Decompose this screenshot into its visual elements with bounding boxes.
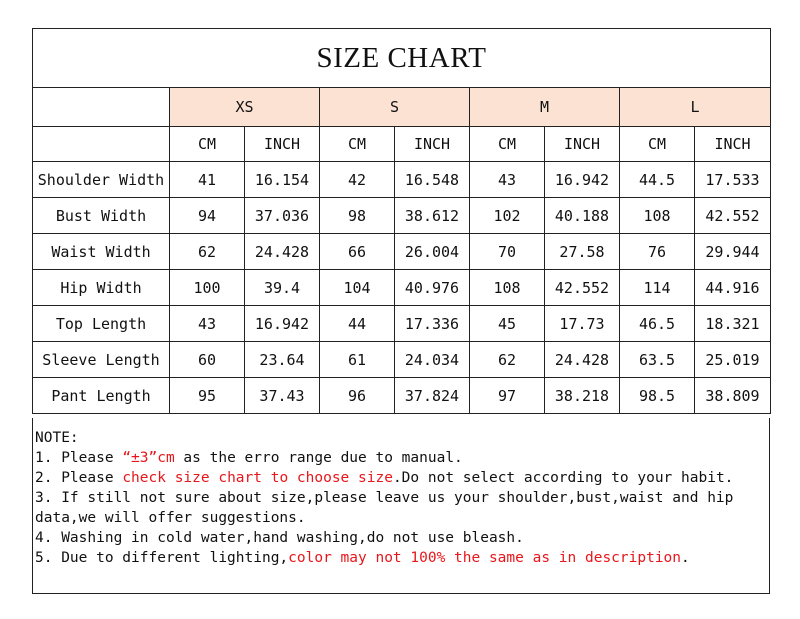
- row-label: Hip Width: [33, 270, 170, 306]
- notes-box: [32, 418, 770, 594]
- table-cell: 42: [320, 162, 395, 198]
- row-label: Shoulder Width: [33, 162, 170, 198]
- table-cell: 42.552: [695, 198, 771, 234]
- table-cell: 45: [470, 306, 545, 342]
- chart-title: SIZE CHART: [33, 29, 771, 88]
- note-2-text: 2. Please: [35, 470, 123, 486]
- table-cell: 104: [320, 270, 395, 306]
- table-cell: 40.976: [395, 270, 470, 306]
- table-cell: 96: [320, 378, 395, 414]
- note-1-text: 1. Please: [35, 450, 123, 466]
- note-5-highlight: color may not 100% the same as in description: [288, 550, 682, 566]
- measurement-rows: [33, 162, 771, 414]
- table-cell: 39.4: [245, 270, 320, 306]
- table-cell: 44.916: [695, 270, 771, 306]
- unit-header-inch: INCH: [245, 127, 320, 162]
- table-cell: 26.004: [395, 234, 470, 270]
- unit-header-inch: INCH: [395, 127, 470, 162]
- size-header-xs: XS: [170, 88, 320, 127]
- unit-header-cm: CM: [470, 127, 545, 162]
- unit-header-cm: CM: [170, 127, 245, 162]
- table-cell: 43: [170, 306, 245, 342]
- table-cell: 16.942: [245, 306, 320, 342]
- table-cell: 27.58: [545, 234, 620, 270]
- table-cell: 100: [170, 270, 245, 306]
- table-cell: 108: [470, 270, 545, 306]
- table-cell: 44: [320, 306, 395, 342]
- table-cell: 61: [320, 342, 395, 378]
- note-5-text: 5. Due to different lighting,: [35, 550, 289, 566]
- table-cell: 94: [170, 198, 245, 234]
- table-row: [33, 306, 771, 342]
- corner-cell: [33, 88, 170, 127]
- table-cell: 44.5: [620, 162, 695, 198]
- table-cell: 37.824: [395, 378, 470, 414]
- table-cell: 37.43: [245, 378, 320, 414]
- size-header-row: [33, 88, 771, 127]
- table-cell: 17.533: [695, 162, 771, 198]
- row-label: Sleeve Length: [33, 342, 170, 378]
- note-2-text-end: .Do not select according to your habit.: [392, 470, 734, 486]
- table-cell: 40.188: [545, 198, 620, 234]
- note-1-text-end: as the erro range due to manual.: [174, 450, 463, 466]
- table-cell: 29.944: [695, 234, 771, 270]
- note-1-highlight: “±3”cm: [122, 450, 175, 466]
- table-row: [33, 234, 771, 270]
- note-2: [35, 468, 769, 488]
- table-cell: 18.321: [695, 306, 771, 342]
- table-cell: 60: [170, 342, 245, 378]
- table-cell: 24.428: [245, 234, 320, 270]
- note-3: 3. If still not sure about size,please leave us your shoulder,bust,waist and hip data,we will offer suggestions.: [35, 490, 734, 526]
- unit-header-cm: CM: [620, 127, 695, 162]
- table-cell: 63.5: [620, 342, 695, 378]
- size-header-m: M: [470, 88, 620, 127]
- note-5-text-end: .: [681, 550, 690, 566]
- table-cell: 43: [470, 162, 545, 198]
- unit-header-cm: CM: [320, 127, 395, 162]
- corner-cell: [33, 127, 170, 162]
- table-cell: 38.218: [545, 378, 620, 414]
- note-1: [35, 448, 769, 468]
- table-cell: 16.548: [395, 162, 470, 198]
- table-cell: 108: [620, 198, 695, 234]
- table-cell: 25.019: [695, 342, 771, 378]
- table-row: [33, 270, 771, 306]
- table-cell: 62: [170, 234, 245, 270]
- table-cell: 97: [470, 378, 545, 414]
- unit-header-inch: INCH: [695, 127, 771, 162]
- table-cell: 37.036: [245, 198, 320, 234]
- table-cell: 62: [470, 342, 545, 378]
- table-cell: 38.809: [695, 378, 771, 414]
- size-chart-table: [32, 28, 771, 414]
- table-cell: 38.612: [395, 198, 470, 234]
- note-5: [35, 548, 769, 568]
- note-2-highlight: check size chart to choose size: [122, 470, 393, 486]
- table-cell: 46.5: [620, 306, 695, 342]
- table-cell: 114: [620, 270, 695, 306]
- notes-heading: NOTE:: [35, 430, 79, 446]
- row-label: Pant Length: [33, 378, 170, 414]
- row-label: Bust Width: [33, 198, 170, 234]
- table-cell: 17.73: [545, 306, 620, 342]
- table-cell: 17.336: [395, 306, 470, 342]
- size-header-s: S: [320, 88, 470, 127]
- table-cell: 66: [320, 234, 395, 270]
- table-row: [33, 342, 771, 378]
- table-cell: 102: [470, 198, 545, 234]
- table-cell: 98: [320, 198, 395, 234]
- note-4: 4. Washing in cold water,hand washing,do not use bleash.: [35, 530, 524, 546]
- table-cell: 24.428: [545, 342, 620, 378]
- unit-header-row: [33, 127, 771, 162]
- table-row: [33, 378, 771, 414]
- table-cell: 16.154: [245, 162, 320, 198]
- row-label: Waist Width: [33, 234, 170, 270]
- unit-header-inch: INCH: [545, 127, 620, 162]
- table-cell: 98.5: [620, 378, 695, 414]
- table-cell: 76: [620, 234, 695, 270]
- table-cell: 23.64: [245, 342, 320, 378]
- table-row: [33, 162, 771, 198]
- table-cell: 16.942: [545, 162, 620, 198]
- table-cell: 41: [170, 162, 245, 198]
- row-label: Top Length: [33, 306, 170, 342]
- table-cell: 95: [170, 378, 245, 414]
- table-cell: 70: [470, 234, 545, 270]
- table-cell: 24.034: [395, 342, 470, 378]
- table-row: [33, 198, 771, 234]
- table-cell: 42.552: [545, 270, 620, 306]
- size-header-l: L: [620, 88, 771, 127]
